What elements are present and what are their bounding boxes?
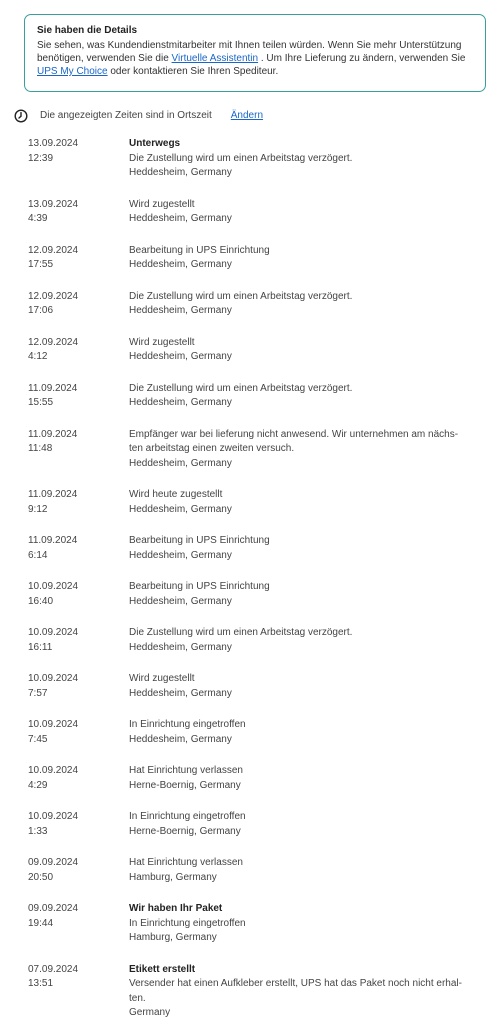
clock-icon bbox=[14, 109, 28, 123]
event-time: 9:12 bbox=[28, 503, 48, 515]
event-line: Heddesheim, Germany bbox=[129, 503, 232, 515]
event-details bbox=[129, 198, 478, 227]
event-time: 4:29 bbox=[28, 779, 48, 791]
tracking-event bbox=[28, 534, 478, 563]
event-datetime bbox=[28, 580, 129, 609]
event-line: Empfänger war bei lieferung nicht anwesend. Wir unternehmen am nächs- bbox=[129, 428, 459, 440]
event-details bbox=[129, 963, 478, 1021]
event-time: 11:48 bbox=[28, 443, 53, 454]
event-datetime bbox=[28, 718, 129, 747]
event-datetime bbox=[28, 488, 129, 517]
tracking-event bbox=[28, 718, 478, 747]
event-line: Heddesheim, Germany bbox=[129, 213, 232, 224]
event-line: In Einrichtung eingetroffen bbox=[129, 719, 246, 730]
event-line: Heddesheim, Germany bbox=[129, 595, 232, 607]
event-datetime bbox=[28, 856, 129, 885]
info-title: Sie haben die Details bbox=[37, 25, 138, 36]
event-datetime bbox=[28, 810, 129, 839]
event-date: 13.09.2024 bbox=[28, 138, 79, 149]
event-line: Versender hat einen Aufkleber erstellt, UPS hat das Paket noch nicht erhal- bbox=[129, 978, 462, 989]
event-date: 09.09.2024 bbox=[28, 857, 79, 868]
event-time: 1:33 bbox=[28, 825, 48, 837]
info-text bbox=[37, 39, 473, 78]
event-line: Heddesheim, Germany bbox=[129, 549, 232, 561]
event-datetime bbox=[28, 764, 129, 793]
event-time: 4:12 bbox=[28, 351, 48, 362]
event-line: Germany bbox=[129, 1007, 171, 1018]
event-date: 10.09.2024 bbox=[28, 811, 79, 822]
event-line: Heddesheim, Germany bbox=[129, 259, 232, 270]
virtual-assistant-link[interactable]: Virtuelle Assistentin bbox=[171, 53, 259, 64]
event-line: Wird heute zugestellt bbox=[129, 489, 223, 500]
event-date: 11.09.2024 bbox=[28, 535, 78, 546]
event-time: 12:39 bbox=[28, 152, 54, 164]
tracking-event bbox=[28, 626, 478, 655]
event-status: Unterwegs bbox=[129, 138, 181, 149]
tracking-event bbox=[28, 764, 478, 793]
event-datetime bbox=[28, 336, 129, 365]
event-details bbox=[129, 856, 478, 885]
event-date: 12.09.2024 bbox=[28, 336, 79, 348]
tracking-event bbox=[28, 336, 478, 365]
event-date: 13.09.2024 bbox=[28, 198, 79, 210]
event-datetime bbox=[28, 672, 129, 701]
event-details bbox=[129, 244, 478, 273]
event-time: 16:11 bbox=[28, 641, 53, 653]
event-line: Bearbeitung in UPS Einrichtung bbox=[129, 535, 270, 546]
event-date: 10.09.2024 bbox=[28, 581, 79, 592]
event-line: ten. bbox=[129, 992, 146, 1004]
event-line: Die Zustellung wird um einen Arbeitstag verzögert. bbox=[129, 290, 353, 302]
event-line: Hamburg, Germany bbox=[129, 932, 217, 943]
event-line: In Einrichtung eingetroffen bbox=[129, 917, 246, 929]
event-time: 7:45 bbox=[28, 733, 48, 745]
info-text-part1: Sie sehen, was Kundendienstmitarbeiter mit Ihnen teilen würden. Wenn Sie mehr Unterstützung benötigen, verwenden Sie die bbox=[37, 40, 462, 64]
event-line: ten arbeitstag einen zweiten versuch. bbox=[129, 443, 295, 454]
event-date: 12.09.2024 bbox=[28, 290, 79, 302]
tracking-event bbox=[28, 856, 478, 885]
event-details bbox=[129, 718, 478, 747]
event-date: 10.09.2024 bbox=[28, 673, 79, 684]
event-details bbox=[129, 580, 478, 609]
event-date: 09.09.2024 bbox=[28, 903, 79, 914]
event-line: Wird zugestellt bbox=[129, 673, 195, 684]
event-details bbox=[129, 902, 478, 946]
event-line: Heddesheim, Germany bbox=[129, 733, 232, 745]
event-datetime bbox=[28, 290, 129, 319]
event-details bbox=[129, 534, 478, 563]
event-time: 7:57 bbox=[28, 687, 48, 699]
event-time: 19:44 bbox=[28, 917, 54, 929]
event-details bbox=[129, 382, 478, 411]
tracking-event bbox=[28, 488, 478, 517]
event-datetime bbox=[28, 626, 129, 655]
ups-my-choice-link[interactable]: UPS My Choice bbox=[37, 66, 108, 77]
event-date: 11.09.2024 bbox=[28, 489, 78, 500]
event-line: Heddesheim, Germany bbox=[129, 641, 232, 653]
event-time: 13:51 bbox=[28, 978, 54, 989]
event-line: Die Zustellung wird um einen Arbeitstag verzögert. bbox=[129, 152, 353, 164]
event-time: 6:14 bbox=[28, 549, 48, 561]
event-datetime bbox=[28, 137, 129, 181]
event-date: 07.09.2024 bbox=[28, 963, 79, 975]
tracking-event bbox=[28, 963, 478, 1021]
event-line: Wird zugestellt bbox=[129, 198, 195, 210]
event-line: Wird zugestellt bbox=[129, 336, 195, 348]
event-date: 12.09.2024 bbox=[28, 244, 79, 256]
event-line: Heddesheim, Germany bbox=[129, 687, 232, 699]
timezone-row bbox=[14, 108, 263, 124]
event-datetime bbox=[28, 428, 129, 472]
event-line: Herne-Boernig, Germany bbox=[129, 779, 241, 791]
event-details bbox=[129, 428, 478, 472]
event-datetime bbox=[28, 382, 129, 411]
event-datetime bbox=[28, 902, 129, 946]
event-datetime bbox=[28, 963, 129, 1021]
event-line: Hamburg, Germany bbox=[129, 871, 217, 883]
event-time: 17:55 bbox=[28, 259, 54, 270]
event-details bbox=[129, 488, 478, 517]
change-timezone-link[interactable]: Ändern bbox=[230, 110, 264, 121]
event-time: 17:06 bbox=[28, 305, 54, 316]
event-details bbox=[129, 626, 478, 655]
timezone-text: Die angezeigten Zeiten sind in Ortszeit bbox=[40, 110, 212, 121]
tracking-event bbox=[28, 137, 478, 181]
event-line: Herne-Boernig, Germany bbox=[129, 825, 241, 837]
event-line: Heddesheim, Germany bbox=[129, 351, 232, 362]
event-line: Heddesheim, Germany bbox=[129, 457, 232, 469]
event-date: 10.09.2024 bbox=[28, 627, 79, 638]
event-details bbox=[129, 336, 478, 365]
event-status: Wir haben Ihr Paket bbox=[129, 903, 223, 914]
event-datetime bbox=[28, 244, 129, 273]
tracking-event bbox=[28, 810, 478, 839]
event-datetime bbox=[28, 198, 129, 227]
event-line: In Einrichtung eingetroffen bbox=[129, 811, 246, 822]
event-date: 11.09.2024 bbox=[28, 382, 78, 394]
event-time: 20:50 bbox=[28, 871, 54, 883]
tracking-history bbox=[28, 137, 478, 1021]
event-line: Bearbeitung in UPS Einrichtung bbox=[129, 581, 270, 592]
info-text-part3: oder kontaktieren Sie Ihren Spediteur. bbox=[107, 66, 279, 77]
tracking-event bbox=[28, 902, 478, 946]
event-line: Hat Einrichtung verlassen bbox=[129, 765, 243, 776]
tracking-event bbox=[28, 198, 478, 227]
tracking-event bbox=[28, 672, 478, 701]
event-date: 10.09.2024 bbox=[28, 765, 79, 776]
details-info-box bbox=[24, 14, 486, 92]
event-status: Etikett erstellt bbox=[129, 963, 196, 975]
event-line: Heddesheim, Germany bbox=[129, 167, 232, 178]
event-time: 4:39 bbox=[28, 213, 48, 224]
tracking-event bbox=[28, 382, 478, 411]
event-details bbox=[129, 672, 478, 701]
event-details bbox=[129, 137, 478, 181]
event-line: Die Zustellung wird um einen Arbeitstag verzögert. bbox=[129, 627, 353, 638]
event-line: Heddesheim, Germany bbox=[129, 305, 232, 316]
event-date: 11.09.2024 bbox=[28, 428, 78, 440]
event-time: 15:55 bbox=[28, 397, 54, 408]
event-details bbox=[129, 290, 478, 319]
event-details bbox=[129, 764, 478, 793]
event-datetime bbox=[28, 534, 129, 563]
event-date: 10.09.2024 bbox=[28, 719, 79, 730]
event-details bbox=[129, 810, 478, 839]
event-time: 16:40 bbox=[28, 595, 54, 607]
tracking-event bbox=[28, 428, 478, 472]
tracking-event bbox=[28, 580, 478, 609]
info-text-part2: . Um Ihre Lieferung zu ändern, verwenden Sie bbox=[258, 53, 466, 64]
tracking-event bbox=[28, 244, 478, 273]
event-line: Bearbeitung in UPS Einrichtung bbox=[129, 244, 270, 256]
tracking-event bbox=[28, 290, 478, 319]
event-line: Die Zustellung wird um einen Arbeitstag verzögert. bbox=[129, 382, 353, 394]
event-line: Heddesheim, Germany bbox=[129, 397, 232, 408]
event-line: Hat Einrichtung verlassen bbox=[129, 857, 243, 868]
